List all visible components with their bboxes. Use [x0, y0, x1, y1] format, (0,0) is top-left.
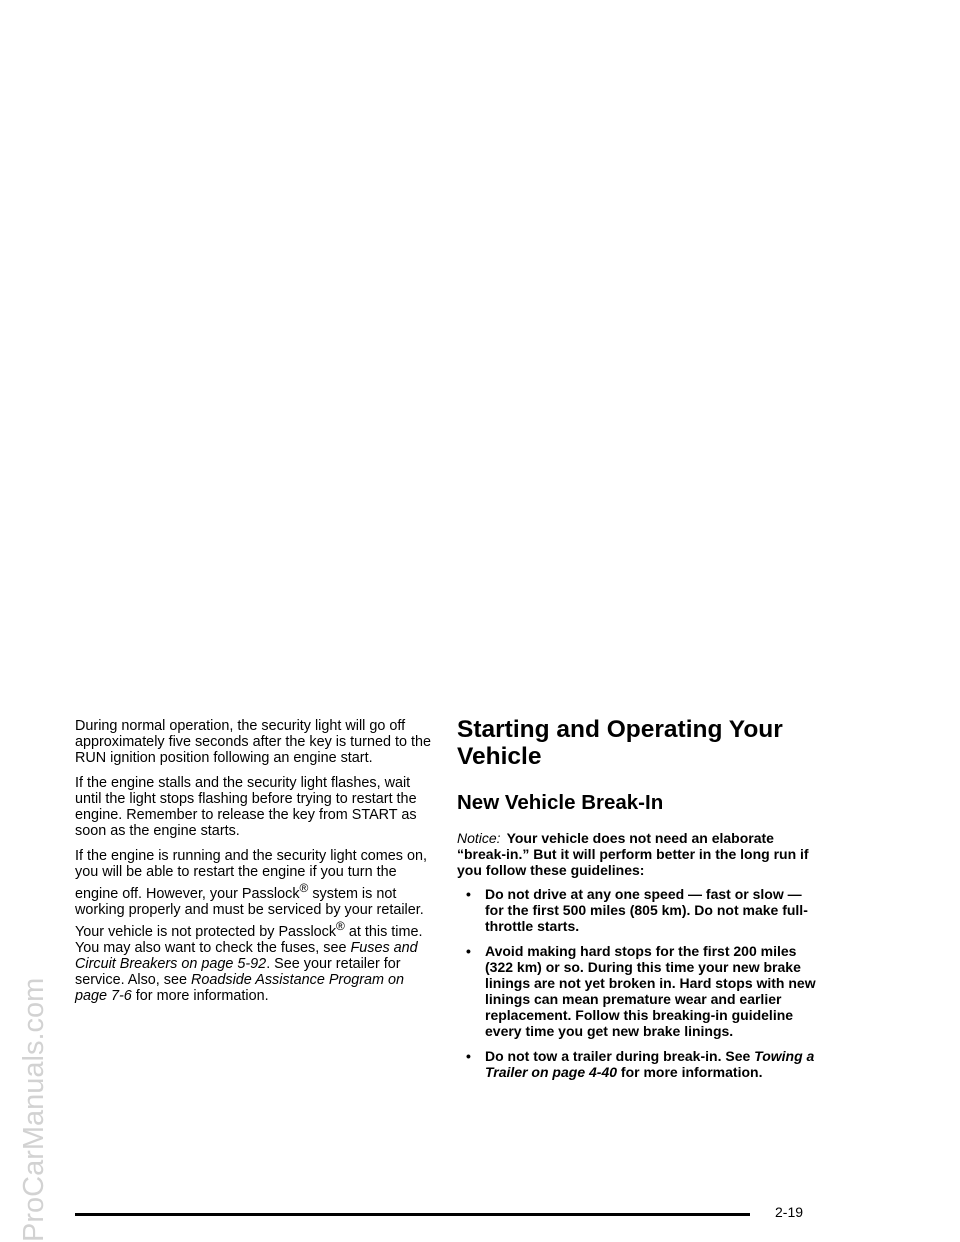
list-item-text: Avoid making hard stops for the first 200 miles (322 km) or so. During this time your new brake linings are not yet broken in. Hard stops with new linings can mean premature wear and earlier replacement. Follow this breaking-in guideline every time you get new brake linings.: [485, 943, 816, 1039]
notice-paragraph: [457, 830, 817, 878]
guidelines-list: [457, 886, 817, 1080]
watermark: ProCarManuals.com: [18, 977, 50, 1242]
list-item-text: for more information.: [617, 1064, 763, 1080]
section-heading: Starting and Operating Your Vehicle: [457, 716, 783, 770]
notice-label: Notice:: [457, 830, 501, 846]
bullet-icon: •: [466, 1048, 471, 1064]
text-segment: If the engine is running and the security light comes on, you will be able to restart the engine if you turn the engine off. However, your Passlock: [75, 848, 427, 902]
fuses-reference-link[interactable]: Fuses and Circuit Breakers on page 5-92: [75, 939, 418, 972]
text-segment: . See your retailer for service. Also, see: [75, 955, 401, 988]
text-segment: at this time. You may also want to check the fuses, see: [75, 923, 423, 956]
page-number: 2-19: [775, 1204, 804, 1220]
subsection-heading: New Vehicle Break-In: [457, 791, 664, 814]
paragraph-normal-operation: During normal operation, the security light will go off approximately five seconds after the key is turned to the RUN ignition position following an engine start.: [75, 718, 431, 766]
towing-trailer-reference-link[interactable]: Towing a Trailer on page 4-40: [485, 1048, 815, 1080]
left-column: [75, 718, 435, 1013]
roadside-assistance-reference-link[interactable]: Roadside Assistance Program on page 7-6: [75, 971, 405, 1004]
list-item: [457, 1048, 817, 1080]
text-segment: for more information.: [131, 987, 269, 1004]
paragraph-engine-stalls: If the engine stalls and the security light flashes, wait until the light stops flashing before trying to restart the engine. Remember to release the key from START as soon as the engine starts.: [75, 775, 417, 839]
list-item-text: Do not tow a trailer during break-in. See: [485, 1048, 755, 1064]
list-item-text: Do not drive at any one speed — fast or slow — for the first 500 miles (805 km). Do not make full-throttle starts.: [485, 886, 808, 934]
footer-rule: [75, 1213, 750, 1216]
registered-mark: ®: [336, 918, 345, 933]
registered-mark: ®: [299, 881, 309, 895]
bullet-icon: •: [466, 886, 471, 902]
paragraph-security-light-on: [75, 848, 435, 1004]
bullet-icon: •: [466, 943, 471, 959]
list-item: [457, 943, 817, 1039]
text-segment: system is not working properly and must be serviced by your retailer. Your vehicle is not protected by Passlock: [75, 885, 424, 940]
notice-text: Your vehicle does not need an elaborate “break-in.” But it will perform better in the long run if you follow these guidelines:: [457, 830, 809, 878]
list-item: [457, 886, 817, 934]
right-column: [457, 716, 817, 1089]
